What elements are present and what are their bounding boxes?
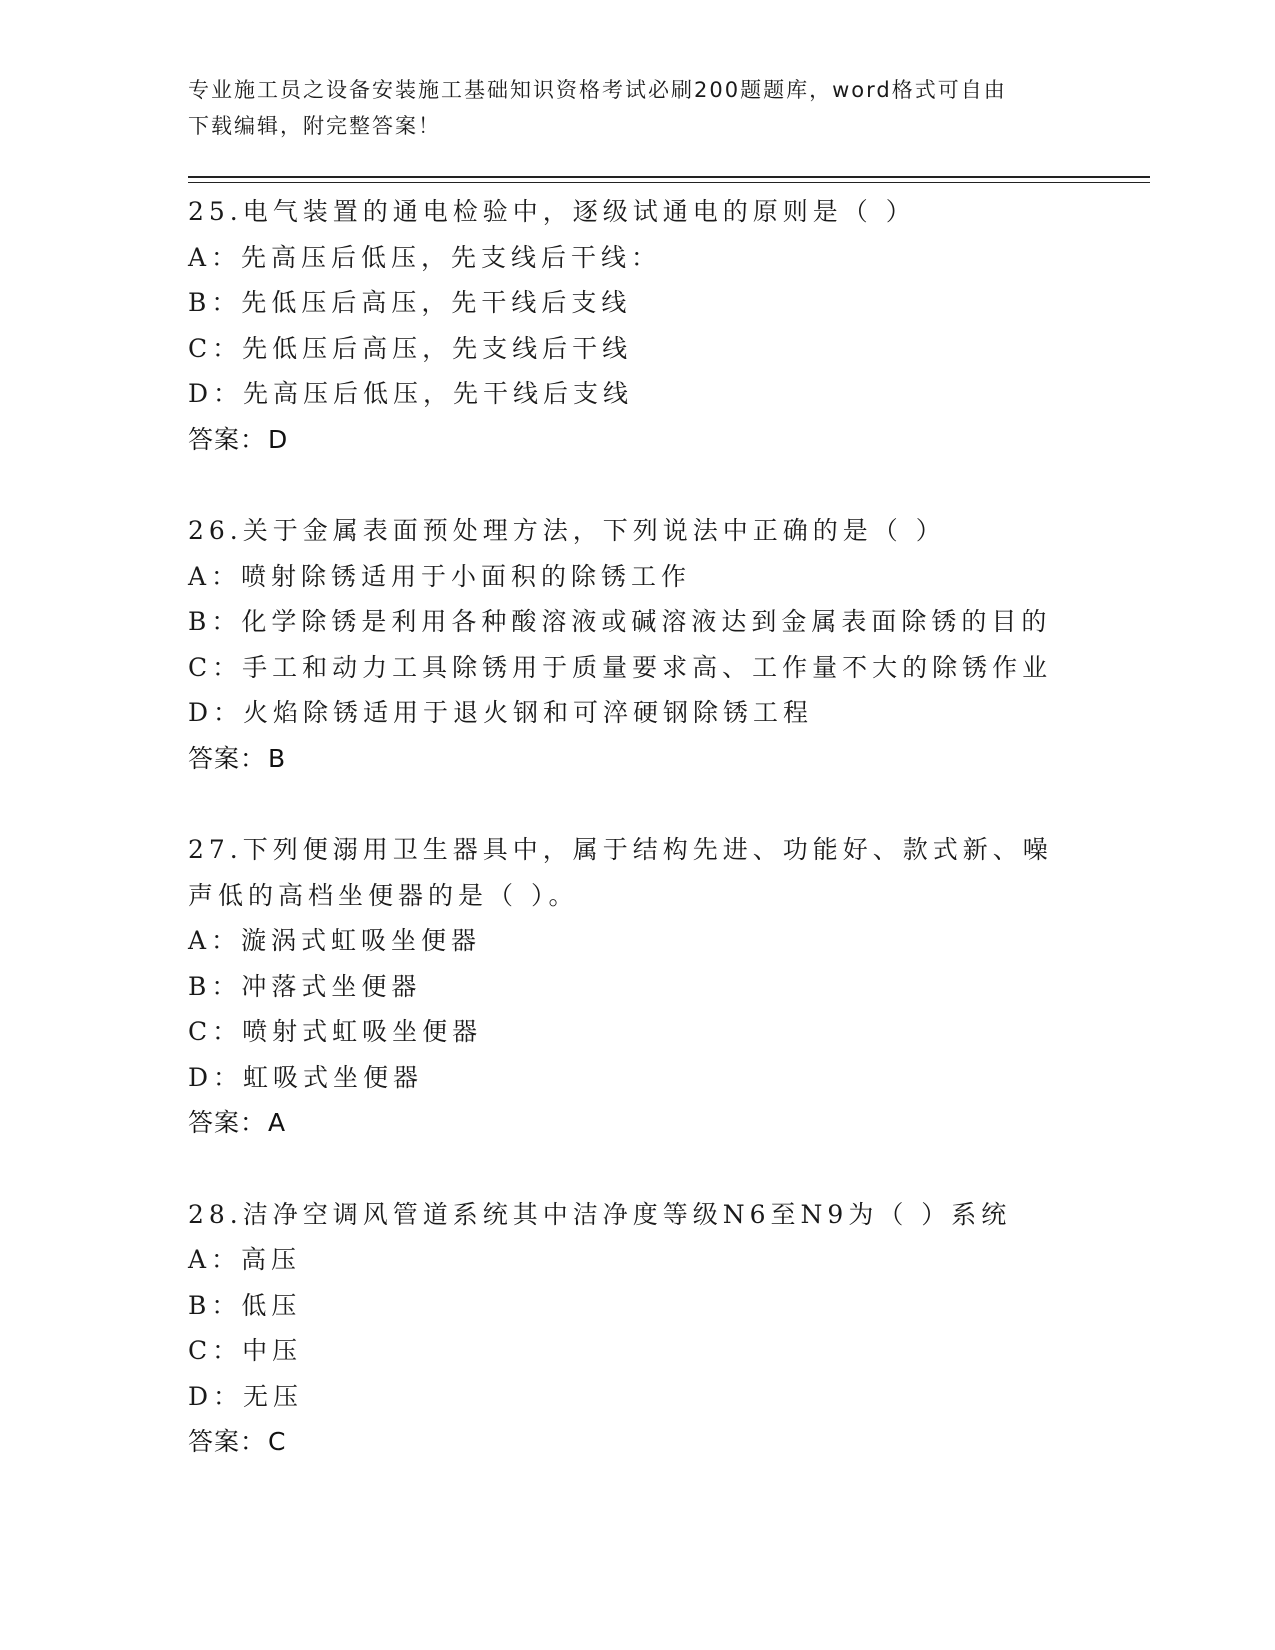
answer-label: 答案：	[188, 1427, 267, 1456]
question-28	[188, 1192, 1088, 1465]
answer-line	[188, 736, 1088, 782]
option-a: A：喷射除锈适用于小面积的除锈工作	[188, 561, 692, 591]
answer-line	[188, 417, 1088, 463]
header-divider-thick	[188, 176, 1150, 178]
option-a: A：漩涡式虹吸坐便器	[188, 926, 482, 955]
answer-value: B	[268, 743, 287, 773]
option-c: C：先低压后高压，先支线后干线	[188, 333, 633, 363]
question-stem: 26.关于金属表面预处理方法，下列说法中正确的是（ ）	[188, 516, 946, 545]
answer-label: 答案：	[188, 424, 267, 454]
question-stem: 27.下列便溺用卫生器具中，属于结构先进、功能好、款式新、噪声低的高档坐便器的是（ ）。	[188, 835, 1053, 910]
question-25	[188, 189, 1088, 462]
header-divider-thin	[188, 182, 1150, 183]
option-c: C：中压	[188, 1336, 303, 1365]
question-stem: 28.洁净空调风管道系统其中洁净度等级N6至N9为（ ）系统	[188, 1199, 1012, 1229]
document-header	[188, 72, 1068, 144]
option-b: B：先低压后高压，先干线后支线	[188, 288, 632, 317]
question-stem: 25.电气装置的通电检验中，逐级试通电的原则是（ ）	[188, 197, 916, 226]
option-d: D：先高压后低压，先干线后支线	[188, 379, 634, 408]
answer-label: 答案：	[188, 1108, 267, 1137]
option-a: A：高压	[188, 1245, 302, 1274]
answer-value: D	[268, 424, 289, 454]
option-b: B：低压	[188, 1290, 302, 1320]
option-a: A：先高压后低压，先支线后干线：	[188, 242, 662, 272]
option-d: D：火焰除锈适用于退火钢和可淬硬钢除锈工程	[188, 698, 814, 727]
answer-line	[188, 1100, 1088, 1146]
option-b: B：冲落式坐便器	[188, 971, 422, 1001]
answer-line	[188, 1419, 1088, 1465]
question-list	[188, 189, 1088, 1511]
question-26	[188, 508, 1088, 781]
option-b: B：化学除锈是利用各种酸溶液或碱溶液达到金属表面除锈的目的	[188, 607, 1052, 636]
header-line-1: 专业施工员之设备安装施工基础知识资格考试必刷200题题库，word格式可自由	[188, 78, 1007, 102]
option-c: C：手工和动力工具除锈用于质量要求高、工作量不大的除锈作业	[188, 652, 1053, 682]
answer-value: A	[268, 1108, 287, 1137]
header-line-2: 下载编辑，附完整答案！	[188, 114, 441, 138]
option-c: C：喷射式虹吸坐便器	[188, 1017, 483, 1046]
option-d: D：虹吸式坐便器	[188, 1062, 424, 1092]
question-27	[188, 827, 1088, 1146]
answer-label: 答案：	[188, 743, 267, 773]
answer-value: C	[268, 1427, 287, 1456]
option-d: D：无压	[188, 1381, 304, 1411]
